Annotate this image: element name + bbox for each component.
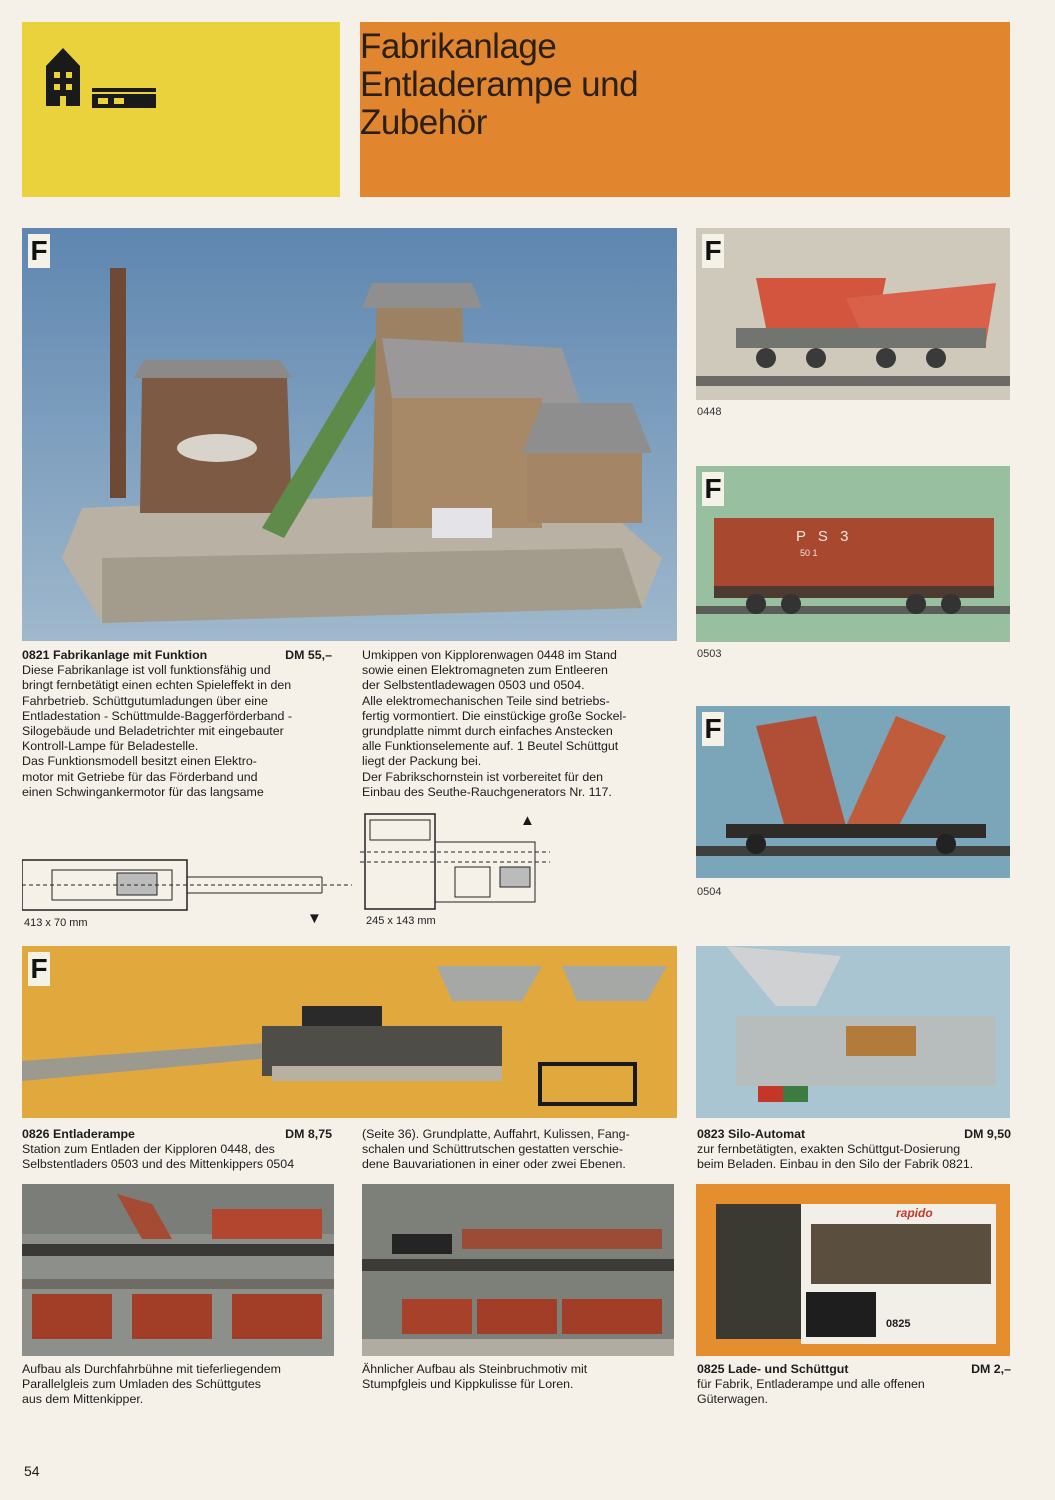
wagon-0448-photo: [696, 228, 1010, 400]
wagon-lettering: P S 3: [796, 528, 853, 545]
plan-dimension-1: 413 x 70 mm: [24, 917, 88, 929]
fabrik-code: 0821 Fabrikanlage mit Funktion: [22, 648, 208, 662]
rampe-description-cont: [362, 1127, 672, 1173]
caption-0504: 0504: [697, 886, 722, 898]
aufbau-text-2: Ähnlicher Aufbau als Steinbruchmotiv mit Stumpfgleis und Kippkulisse für Loren.: [362, 1362, 588, 1392]
aufbau-photo-2: [362, 1184, 674, 1356]
fabrik-price: DM 55,–: [285, 648, 332, 662]
fabrik-description: [22, 648, 332, 800]
wagon-number: 50 1: [800, 548, 818, 558]
north-arrow-up-icon: ▲: [520, 812, 535, 829]
plan-dimension-2: 245 x 143 mm: [366, 915, 436, 927]
rampe-text-right: (Seite 36). Grundplatte, Auffahrt, Kulissen, Fang- schalen und Schüttrutschen gestatten verschie- dene Bauvariationen in einer oder zwei Ebenen.: [362, 1127, 630, 1172]
page-title: [360, 28, 638, 142]
silo-text: zur fernbetätigten, exakten Schüttgut-Dosierung beim Beladen. Einbau in den Silo der Fabrik 0821.: [697, 1142, 974, 1172]
page-number: 54: [24, 1463, 40, 1479]
title-line-2: Entladerampe und: [360, 65, 639, 104]
header-title-block: [360, 22, 1010, 197]
f-badge: F: [28, 952, 50, 986]
rampe-description: [22, 1127, 332, 1173]
header-color-block: [22, 22, 340, 197]
silo-code: 0823 Silo-Automat: [697, 1127, 806, 1141]
fabrik-description-cont: [362, 648, 672, 800]
aufbau-caption-2: [362, 1362, 672, 1392]
schuettgut-price: DM 2,–: [971, 1362, 1011, 1376]
schuettgut-code: 0825 Lade- und Schüttgut: [697, 1362, 849, 1376]
silo-photo: [696, 946, 1010, 1118]
building-icon: [42, 44, 162, 112]
title-line-3: Zubehör: [360, 103, 487, 142]
f-badge: F: [702, 234, 724, 268]
f-badge: F: [702, 472, 724, 506]
aufbau-photo-1: [22, 1184, 334, 1356]
box-brand: rapido: [896, 1206, 933, 1220]
silo-description: [697, 1127, 1011, 1173]
schuettgut-description: [697, 1362, 1011, 1408]
wagon-0504-photo: [696, 706, 1010, 878]
caption-0448: 0448: [697, 406, 722, 418]
fabrik-text-right: Umkippen von Kipplorenwagen 0448 im Stand sowie einen Elektromagneten zum Entleeren der Selbstentladewagen 0503 und 0504. Alle elektromechanischen Teile sind betriebs- fertig vormontiert. Die einstückige große Sockel- grundplatte nimmt durch einfaches Anstecken alle Funktionselemente auf. 1 Beutel Schüttgut liegt der Packung bei. Der Fabrikschornstein ist vorbereitet für den Einbau des Seuthe-Rauchgenerators Nr. 117.: [362, 648, 627, 799]
f-badge: F: [702, 712, 724, 746]
rampe-price: DM 8,75: [285, 1127, 332, 1141]
title-line-1: Fabrikanlage: [360, 27, 557, 66]
aufbau-caption-1: [22, 1362, 332, 1408]
f-badge: F: [28, 234, 50, 268]
factory-photo: [22, 228, 677, 641]
box-number: 0825: [886, 1318, 911, 1330]
rampe-photo: [22, 946, 677, 1118]
aufbau-text-1: Aufbau als Durchfahrbühne mit tieferliegendem Parallelgleis zum Umladen des Schüttgutes aus dem Mittenkipper.: [22, 1362, 281, 1407]
north-arrow-down-icon: ▼: [307, 910, 322, 927]
rampe-code: 0826 Entladerampe: [22, 1127, 135, 1141]
caption-0503: 0503: [697, 648, 722, 660]
silo-price: DM 9,50: [964, 1127, 1011, 1141]
schuettgut-text: für Fabrik, Entladerampe und alle offenen Güterwagen.: [697, 1377, 925, 1407]
rampe-text-left: Station zum Entladen der Kipploren 0448, des Selbstentladers 0503 und des Mittenkippers 0504: [22, 1142, 295, 1172]
wagon-0503-photo: [696, 466, 1010, 642]
schuettgut-photo: [696, 1184, 1010, 1356]
fabrik-text-left: Diese Fabrikanlage ist voll funktionsfähig und bringt fernbetätigt einen echten Spieleffekt in den Fahrbetrieb. Schüttgutumladungen über eine Entladestation - Schüttmulde-Baggerförderband - Silogebäude und Beladetrichter mit eingebauter Kontroll-Lampe für Beladestelle. Das Funktionsmodell besitzt einen Elektro- motor mit Getriebe für das Förderband und einen Schwingankermotor für das langsame: [22, 663, 292, 799]
